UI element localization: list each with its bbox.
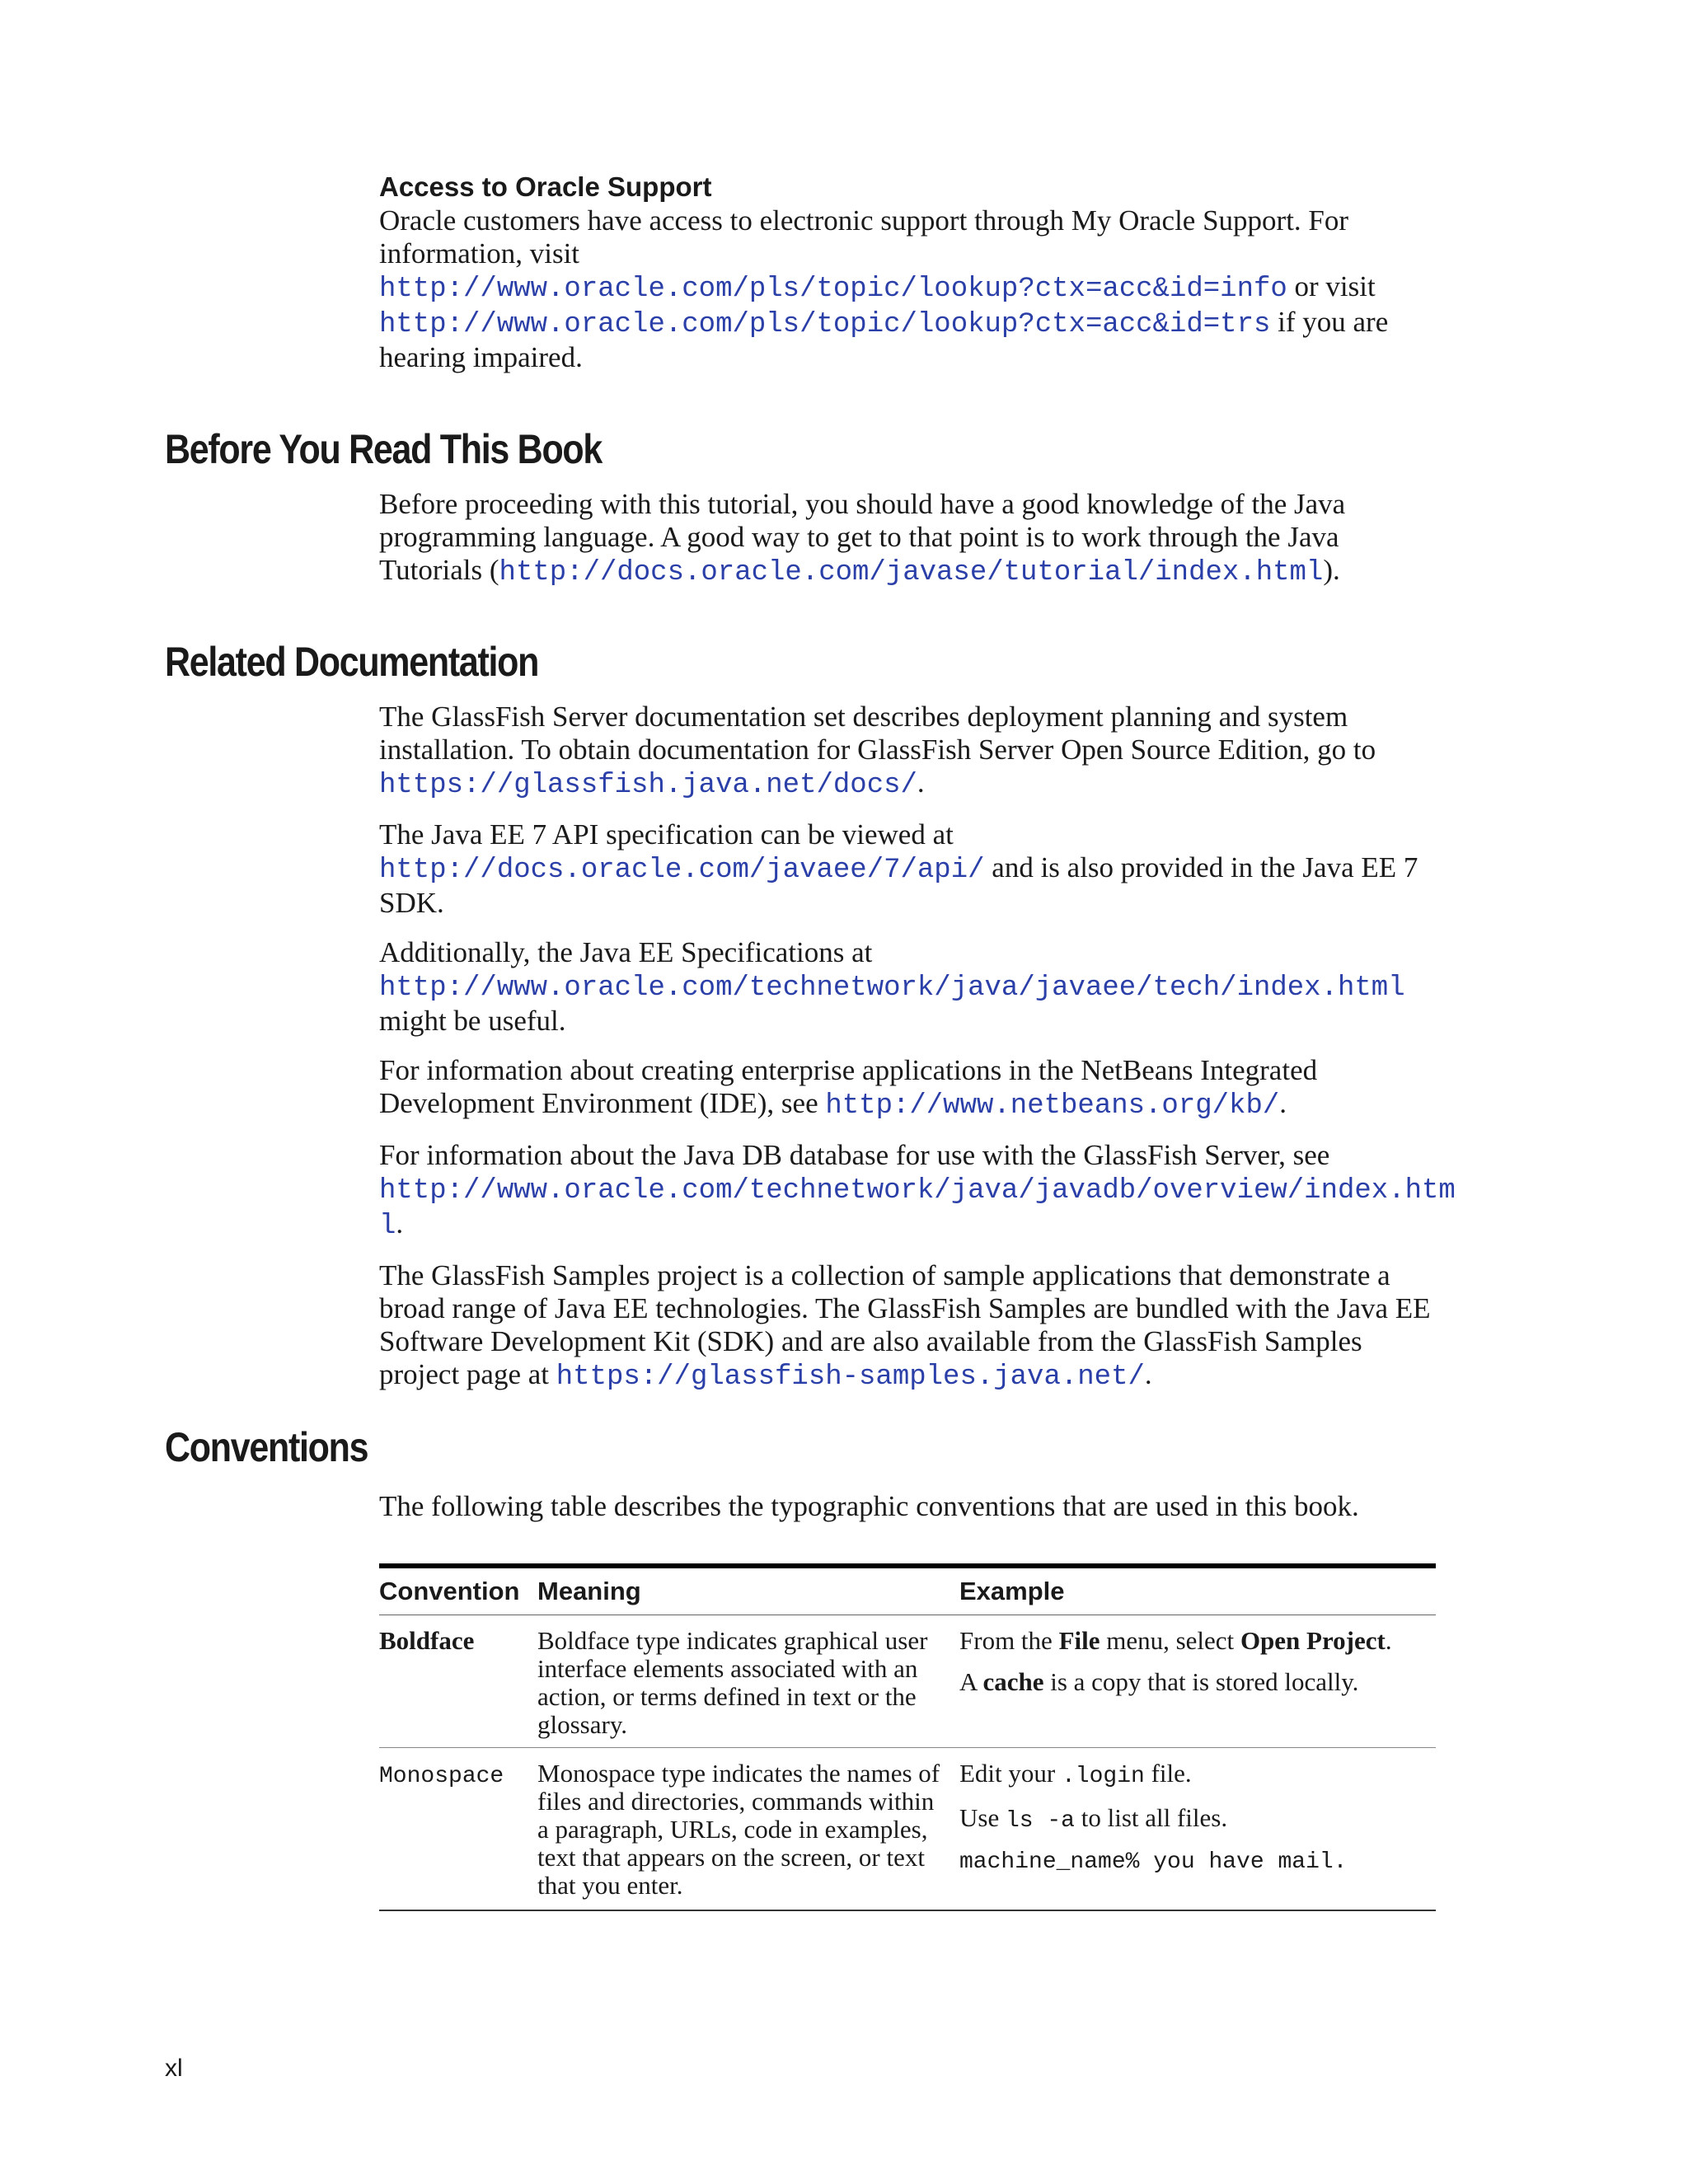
related-paragraph-javadb: For information about the Java DB database for use with the GlassFish Server, see http://www.oracle.com/technetwork/java/javadb/overview/index.htm l. (379, 1139, 1456, 1242)
table-header-row (379, 1566, 1436, 1615)
conventions-table (379, 1563, 1436, 1911)
support-paragraph: Oracle customers have access to electronic support through My Oracle Support. For information, visit http://www.oracle.com/pls/topic/lookup?ctx=acc&id=info or visit http://www.oracle.com/pls/topic/lookup?ctx=acc&id=trs if you are hearing impaired. (379, 204, 1389, 373)
javaee-api-link[interactable]: http://docs.oracle.com/javaee/7/api/ (379, 855, 985, 886)
related-paragraph-glassfish-docs: The GlassFish Server documentation set describes deployment planning and system installation. To obtain documentation for GlassFish Server Open Source Edition, go to https://glassfish.java.net/docs/. (379, 701, 1376, 801)
netbeans-link[interactable]: http://www.netbeans.org/kb/ (825, 1090, 1280, 1122)
related-heading: Related Documentation (165, 639, 539, 685)
java-tutorials-link[interactable]: http://docs.oracle.com/javase/tutorial/index.html (499, 557, 1324, 588)
support-trs-link[interactable]: http://www.oracle.com/pls/topic/lookup?ctx=acc&id=trs (379, 309, 1271, 340)
example-line: Edit your .login file. (959, 1759, 1192, 1789)
glassfish-docs-link[interactable]: https://glassfish.java.net/docs/ (379, 770, 917, 801)
column-header-meaning: Meaning (537, 1566, 959, 1615)
conventions-intro: The following table describes the typographic conventions that are used in this book. (379, 1490, 1359, 1522)
support-heading: Access to Oracle Support (379, 171, 712, 202)
meaning-boldface: Boldface type indicates graphical user interface elements associated with an action, or terms defined in text or the glossary. (537, 1615, 959, 1748)
support-section (379, 171, 1434, 374)
before-paragraph: Before proceeding with this tutorial, you should have a good knowledge of the Java programming language. A good way to get to that point is to work through the Java Tutorials (http://docs.oracle.com/javase/tutorial/index.html). (379, 488, 1346, 588)
related-paragraph-samples: The GlassFish Samples project is a collection of sample applications that demonstrate a broad range of Java EE technologies. The GlassFish Samples are bundled with the Java EE Software Development Kit (SDK) and are also available from the GlassFish Samples project page at https://glassfish-samples.java.net/. (379, 1259, 1431, 1393)
related-paragraph-netbeans: For information about creating enterprise applications in the NetBeans Integrated Development Environment (IDE), see http://www.netbeans.org/kb/. (379, 1054, 1318, 1122)
convention-boldface: Boldface (379, 1615, 537, 1748)
before-section (379, 488, 1434, 589)
related-section (379, 701, 1456, 1410)
example-line: A cache is a copy that is stored locally. (959, 1667, 1359, 1696)
related-paragraph-api: The Java EE 7 API specification can be viewed at http://docs.oracle.com/javaee/7/api/ and is also provided in the Java EE 7 SDK. (379, 818, 1418, 919)
javadb-link[interactable]: http://www.oracle.com/technetwork/java/javadb/overview/index.htm l (379, 1175, 1456, 1242)
meaning-monospace: Monospace type indicates the names of files and directories, commands within a paragraph, URLs, code in examples, text that appears on the screen, or text that you enter. (537, 1748, 959, 1911)
before-heading: Before You Read This Book (165, 426, 603, 472)
column-header-example: Example (959, 1566, 1436, 1615)
glassfish-samples-link[interactable]: https://glassfish-samples.java.net/ (556, 1361, 1145, 1393)
column-header-convention: Convention (379, 1566, 537, 1615)
example-line: Use ls -a to list all files. (959, 1803, 1228, 1834)
javaee-specs-link[interactable]: http://www.oracle.com/technetwork/java/javaee/tech/index.html (379, 972, 1405, 1004)
example-monospace (959, 1748, 1436, 1911)
example-line: From the File menu, select Open Project. (959, 1626, 1392, 1655)
table-row (379, 1748, 1436, 1911)
convention-monospace: Monospace (379, 1748, 537, 1911)
table-row (379, 1615, 1436, 1748)
example-line: machine_name% you have mail. (959, 1849, 1348, 1875)
conventions-intro-block (379, 1490, 1434, 1523)
example-boldface (959, 1615, 1436, 1748)
page-number: xl (165, 2055, 183, 2082)
support-info-link[interactable]: http://www.oracle.com/pls/topic/lookup?ctx=acc&id=info (379, 274, 1287, 305)
related-paragraph-specs: Additionally, the Java EE Specifications at http://www.oracle.com/technetwork/java/javaee/tech/index.html might be useful. (379, 936, 1405, 1037)
conventions-heading: Conventions (165, 1424, 368, 1470)
